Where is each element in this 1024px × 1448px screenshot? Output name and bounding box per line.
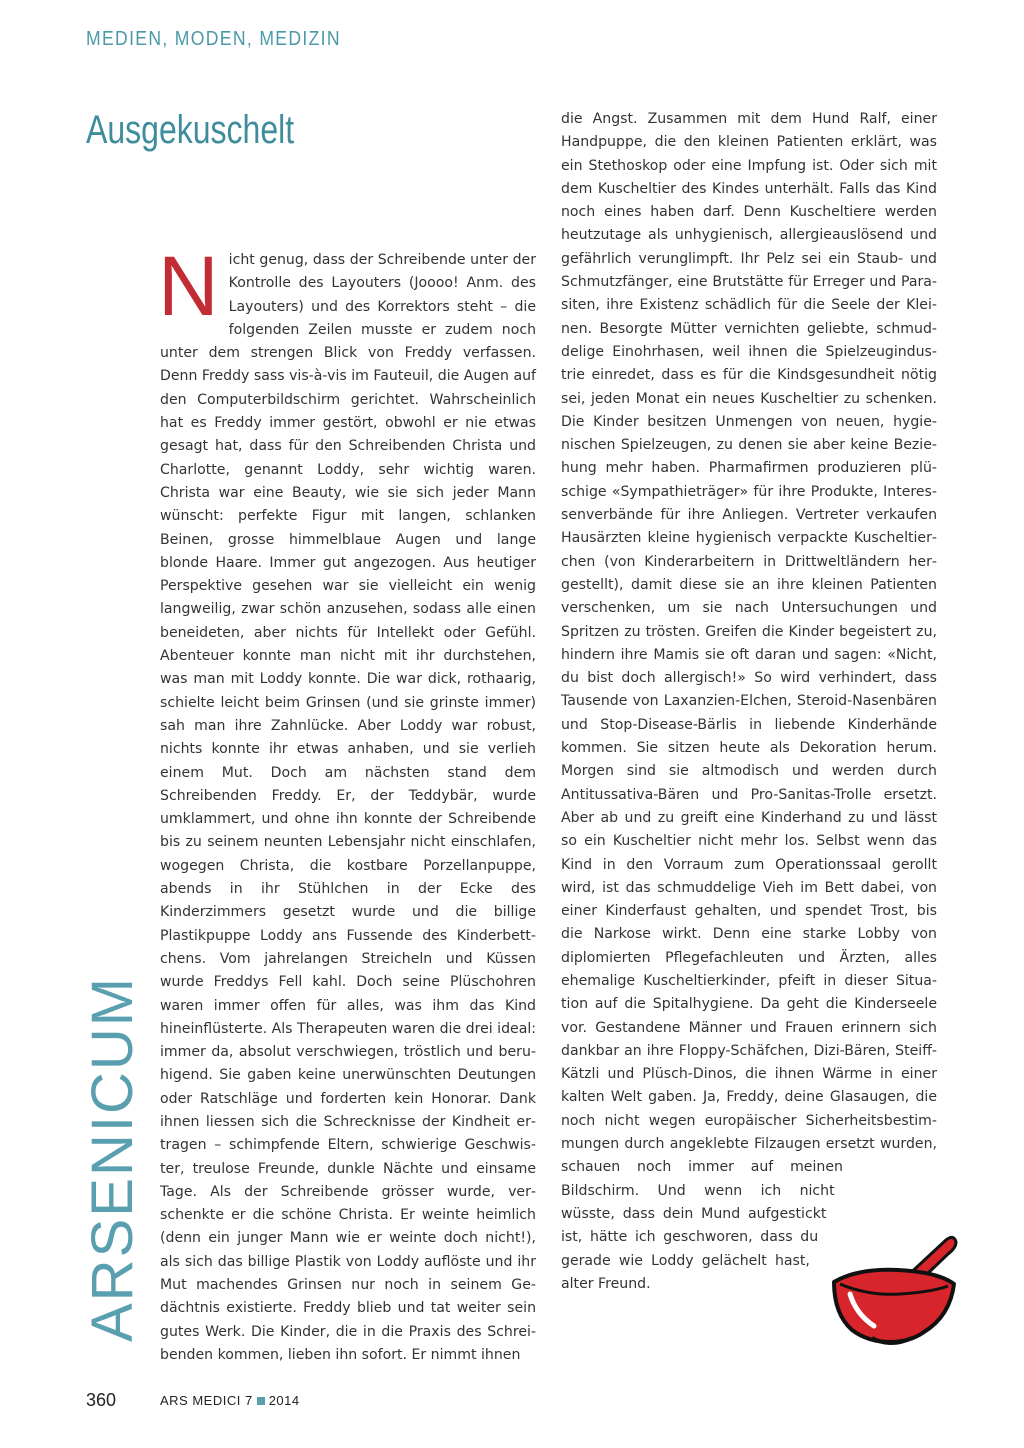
- article-column-1: [158, 239, 536, 1367]
- journal-year: 2014: [268, 1393, 300, 1408]
- drop-cap: N: [158, 239, 219, 333]
- article-title: Ausgekuschelt: [86, 108, 295, 152]
- page-number: 360: [86, 1390, 117, 1410]
- mortar-bowl-shape: [834, 1270, 954, 1342]
- article-column-2: [561, 108, 937, 1292]
- column-2-text: die Angst. Zusammen mit dem Hund Ralf, einer Handpuppe, die den kleinen Patienten erklärt, was ein Stethoskop oder eine Impfung ist. Oder sich mit dem Kuscheltier des Kindes unterhält. Falls das Kind noch eines haben darf. Denn Kuscheltiere werden heutzutage als unhygienisch, allergieauslösend und gefährlich verunglimpft. Ihr Pelz sei ein Staub- und Schmutzfänger, eine Brutstätte für Erreger und Parasiten, ihre Existenz schädlich für die Seele der Kleinen. Besorgte Mütter vernichten geliebte, schmuddelige Einohrhasen, weil ihnen die Spielzeugindustrie einredet, dass es für die Kindsgesundheit nötig sei, jeden Monat ein neues Kuscheltier zu schenken. Die Kinder besitzen Unmengen von neuen, hygienischen Spielzeugen, zu denen sie aber keine Beziehung mehr haben. Pharmafirmen produzieren plüschige «Sympathieträger» für ihre Produkte, Interessenverbände für ihre Anliegen. Vertreter verkaufen Hausärzten kleine hygienisch verpackte Kuscheltierchen (von Kinderarbeitern in Drittweltländern hergestellt), damit diese sie an ihre kleinen Patienten verschenken, um sie nach Untersuchungen und Spritzen zu trösten. Greifen die Kinder begeistert zu, hindern ihre Mamis sie oft daran und sagen: «Nicht, du bist doch allergisch!» So wird verhindert, dass Tausende von Laxanzien-Elchen, Steroid-Nasenbären und Stop-Disease-Bärlis in liebende Kinderhände kommen. Sie sitzen heute als Dekoration herum. Morgen sind sie altmodisch und werden durch Antitussativa-Bären und Pro-Sanitas-Trolle ersetzt. Aber ab und zu greift eine Kinderhand zu und lässt so ein Kuscheltier nicht mehr los. Selbst wenn das Kind in den Vorraum zum Operationssaal gerollt wird, ist das schmuddelige Vieh im Bett dabei, von einer Kinderfaust gehalten, und spendet Trost, bis die Narkose wirkt. Denn eine starke Lobby von diplomierten Pflegefachleuten und Ärzten, alles ehemalige Kuscheltierkinder, pfeift in dieser Situation auf die Spitalhygiene. Da geht die Kinderseele vor. Gestandene Männer und Frauen erinnern sich dankbar an ihre Floppy-Schäfchen, Dizi-Bären, Steiff-Kätzli und Plüsch-Dinos, die ihnen Wärme in einer kalten Welt gaben. Ja, Freddy, deine Glasaugen, die noch nicht wegen europäischer Sicherheitsbestimmungen durch angeklebte Filzaugen ersetzt wurden, schauen noch immer auf meinen Bildschirm. Und wenn ich nicht wüsste, dass dein Mund aufgestickt ist, hätte ich geschworen, dass du gerade wie Loddy gelächelt hast, alter Freund.: [561, 111, 937, 1292]
- section-label: MEDIEN, MODEN, MEDIZIN: [86, 28, 341, 50]
- vertical-brand-label: ARSENICUM: [80, 975, 145, 1342]
- separator-square: [257, 1397, 265, 1405]
- column-1-text: icht genug, dass der Schreibende unter der Kontrolle des Layouters (Joooo! Anm. des Layouters) und des Korrektors steht – die folgenden Zeilen musste er zudem noch unter dem strengen Blick von Freddy verfassen. Denn Freddy sass vis-à-vis im Fauteuil, die Augen auf den Computerbildschirm gerichtet. Wahrscheinlich hat es Freddy immer gestört, obwohl er nie etwas gesagt hat, dass für den Schreibenden Christa und Charlotte, genannt Loddy, sehr wichtig waren. Christa war eine Beauty, wie sie sich jeder Mann wünscht: perfekte Figur mit langen, schlanken Beinen, grosse himmelblaue Augen und lange blonde Haare. Immer gut angezogen. Aus heutiger Perspektive gesehen war sie vielleicht ein wenig langweilig, zwar schön anzusehen, sodass alle einen beneideten, aber nichts für Intellekt oder Gefühl. Abenteuer konnte man nicht mit ihr durchstehen, was man mit Loddy konnte. Die war dick, rothaarig, schielte leicht beim Grinsen (und sie grinste immer) sah man ihre Zahnlücke. Aber Loddy war robust, nichts konnte ihr etwas anhaben, und sie verlieh einem Mut. Doch am nächsten stand dem Schreibenden Freddy. Er, der Teddybär, wurde umklammert, und ohne ihn konnte der Schreibende bis zu seinem neunten Lebensjahr nicht einschlafen, wogegen Christa, die kostbare Porzellanpuppe, abends in ihr Stühlchen in der Ecke des Kinderzimmers gesetzt wurde und die billige Plastikpuppe Loddy ans Fussende des Kinderbettchens. Vom jahrelangen Streicheln und Küssen wurde Freddys Fell kahl. Doch seine Plüschohren waren immer offen für alles, was ihm das Kind hineinflüsterte. Als Therapeuten waren die drei ideal: immer da, absolut verschwiegen, tröstlich und beruhigend. Sie gaben keine unerwünschten Deutungen oder Ratschläge und forderten kein Honorar. Dank ihnen liessen sich die Schrecknisse der Kindheit ertragen – schimpfende Eltern, schwierige Geschwister, treulose Freunde, dunkle Nächte und einsame Tage. Als der Schreibende grösser wurde, verschenkte er die schöne Christa. Er weinte heimlich (denn ein junger Mann wie er weinte doch nicht!), als sich das billige Plastik von Loddy auflöste und ihr Mut machendes Grinsen nur noch in seinem Gedächtnis existierte. Freddy blieb und tat weiter sein gutes Werk. Die Kinder, die in die Praxis des Schreibenden kommen, lieben ihn sofort. Er nimmt ihnen: [160, 252, 536, 1363]
- mortar-and-pestle-icon: [828, 1230, 960, 1350]
- journal-name: ARS MEDICI 7: [160, 1393, 253, 1408]
- footer-journal: [160, 1393, 300, 1408]
